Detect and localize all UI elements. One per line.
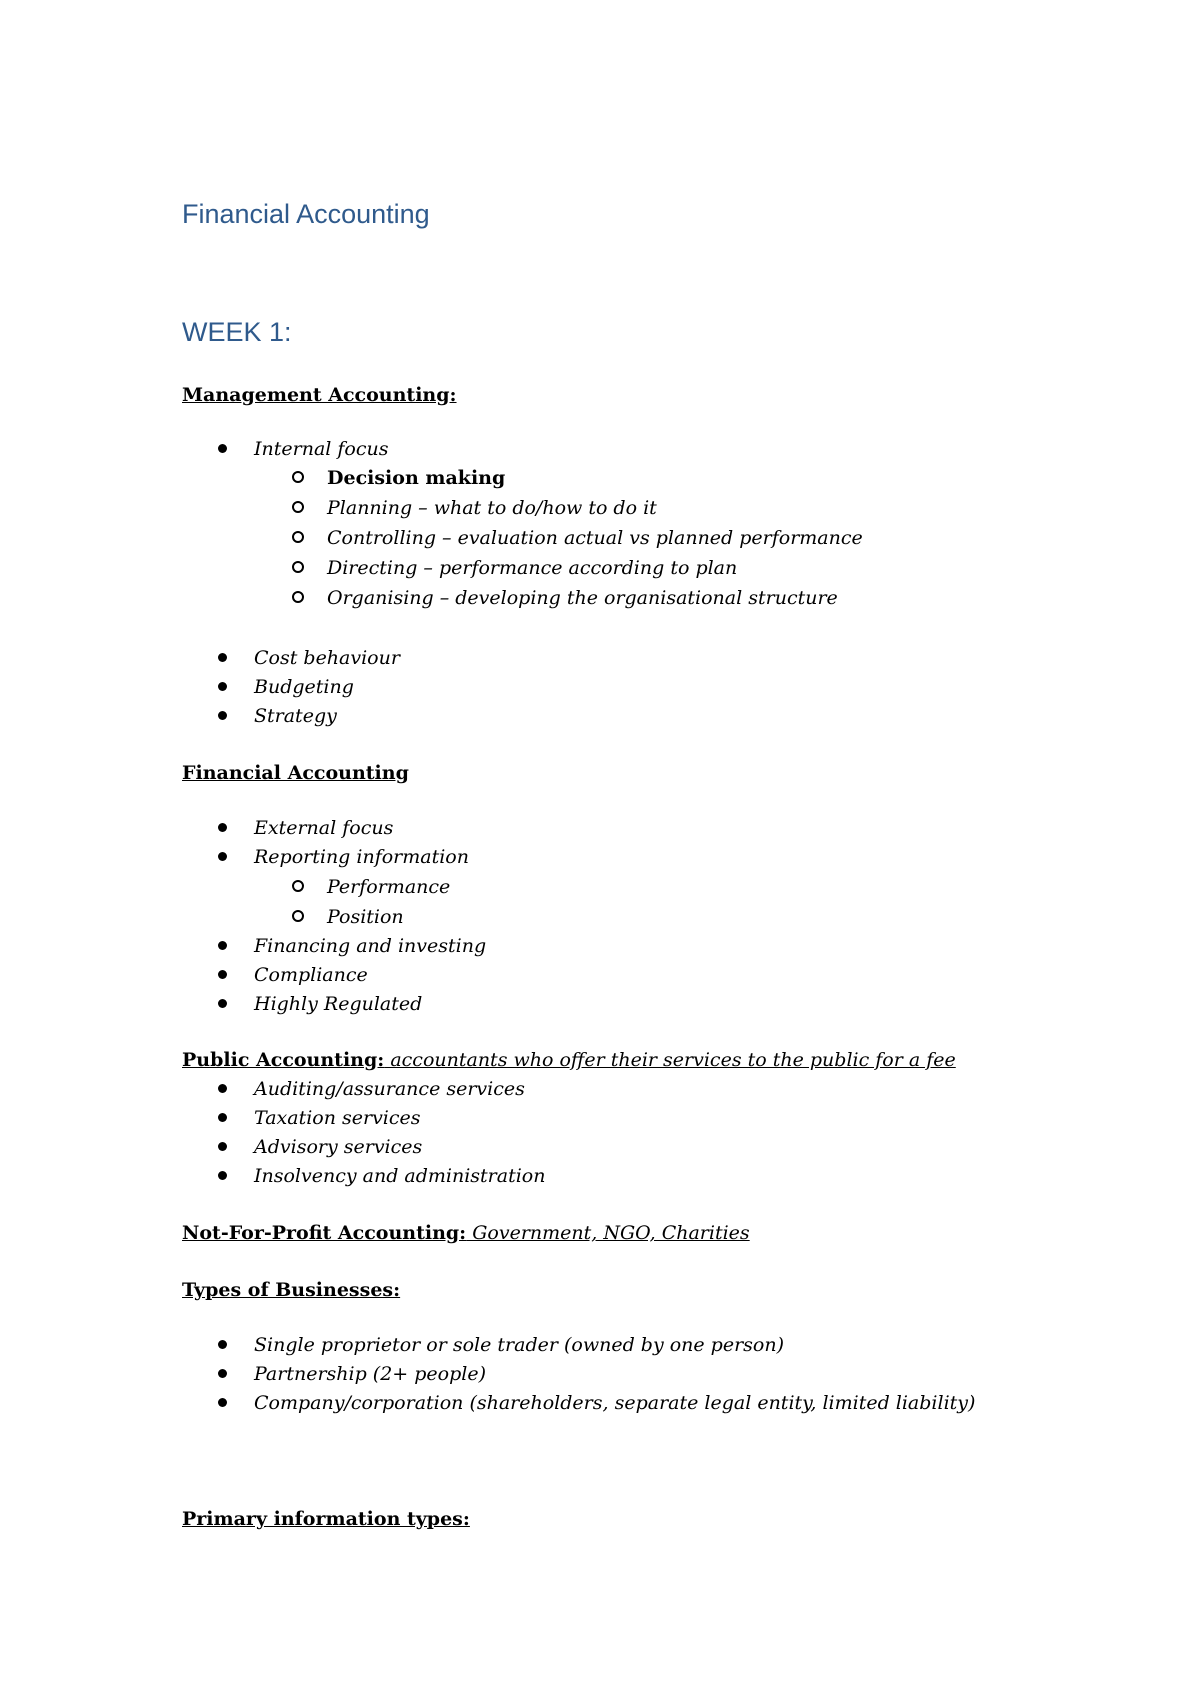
bullet-icon <box>218 1142 227 1151</box>
bullet-icon <box>218 653 227 662</box>
circle-bullet-icon <box>292 910 304 922</box>
financial-heading: Financial Accounting <box>182 762 409 784</box>
bullet-icon <box>218 711 227 720</box>
document-title: Financial Accounting <box>182 199 430 229</box>
nfp-description: Government, NGO, Charities <box>466 1222 750 1244</box>
list-item: Controlling – evaluation actual vs planned performance <box>327 527 863 549</box>
list-item: Decision making <box>327 467 506 489</box>
list-item: Organising – developing the organisational structure <box>327 587 838 609</box>
list-item: Highly Regulated <box>254 993 423 1015</box>
bullet-icon <box>218 852 227 861</box>
list-item: External focus <box>254 817 394 839</box>
bullet-icon <box>218 444 227 453</box>
list-item: Financing and investing <box>254 935 487 957</box>
list-item: Partnership (2+ people) <box>254 1363 487 1385</box>
list-item: Auditing/assurance services <box>254 1078 525 1100</box>
bullet-icon <box>218 941 227 950</box>
list-item: Reporting information <box>254 846 469 868</box>
nfp-heading-label: Not-For-Profit Accounting: <box>182 1222 467 1244</box>
bullet-icon <box>218 999 227 1008</box>
list-item: Position <box>327 906 404 928</box>
bullet-icon <box>218 970 227 979</box>
bullet-icon <box>218 1084 227 1093</box>
bullet-icon <box>218 1171 227 1180</box>
circle-bullet-icon <box>292 501 304 513</box>
circle-bullet-icon <box>292 531 304 543</box>
public-heading-label: Public Accounting: <box>182 1049 385 1071</box>
list-item: Advisory services <box>254 1136 423 1158</box>
list-item: Insolvency and administration <box>254 1165 546 1187</box>
nfp-heading <box>182 1220 750 1246</box>
week-heading: WEEK 1: <box>182 317 292 347</box>
list-item: Cost behaviour <box>254 647 400 669</box>
bullet-icon <box>218 1340 227 1349</box>
list-item: Budgeting <box>254 676 354 698</box>
list-item: Planning – what to do/how to do it <box>327 497 657 519</box>
list-item: Performance <box>327 876 451 898</box>
circle-bullet-icon <box>292 880 304 892</box>
bullet-icon <box>218 1113 227 1122</box>
bullet-icon <box>218 1369 227 1378</box>
list-item: Strategy <box>254 705 337 727</box>
list-item: Company/corporation (shareholders, separate legal entity, limited liability) <box>254 1392 976 1414</box>
bullet-icon <box>218 1398 227 1407</box>
list-item: Directing – performance according to plan <box>327 557 738 579</box>
list-item: Taxation services <box>254 1107 421 1129</box>
list-item: Single proprietor or sole trader (owned by one person) <box>254 1334 785 1356</box>
business-heading: Types of Businesses: <box>182 1279 401 1301</box>
management-heading: Management Accounting: <box>182 384 457 406</box>
circle-bullet-icon <box>292 591 304 603</box>
circle-bullet-icon <box>292 561 304 573</box>
list-item: Internal focus <box>254 438 389 460</box>
primary-heading: Primary information types: <box>182 1508 470 1530</box>
bullet-icon <box>218 823 227 832</box>
public-heading <box>182 1047 956 1073</box>
list-item: Compliance <box>254 964 368 986</box>
circle-bullet-icon <box>292 471 304 483</box>
bullet-icon <box>218 682 227 691</box>
public-description: accountants who offer their services to the public for a fee <box>384 1049 956 1071</box>
